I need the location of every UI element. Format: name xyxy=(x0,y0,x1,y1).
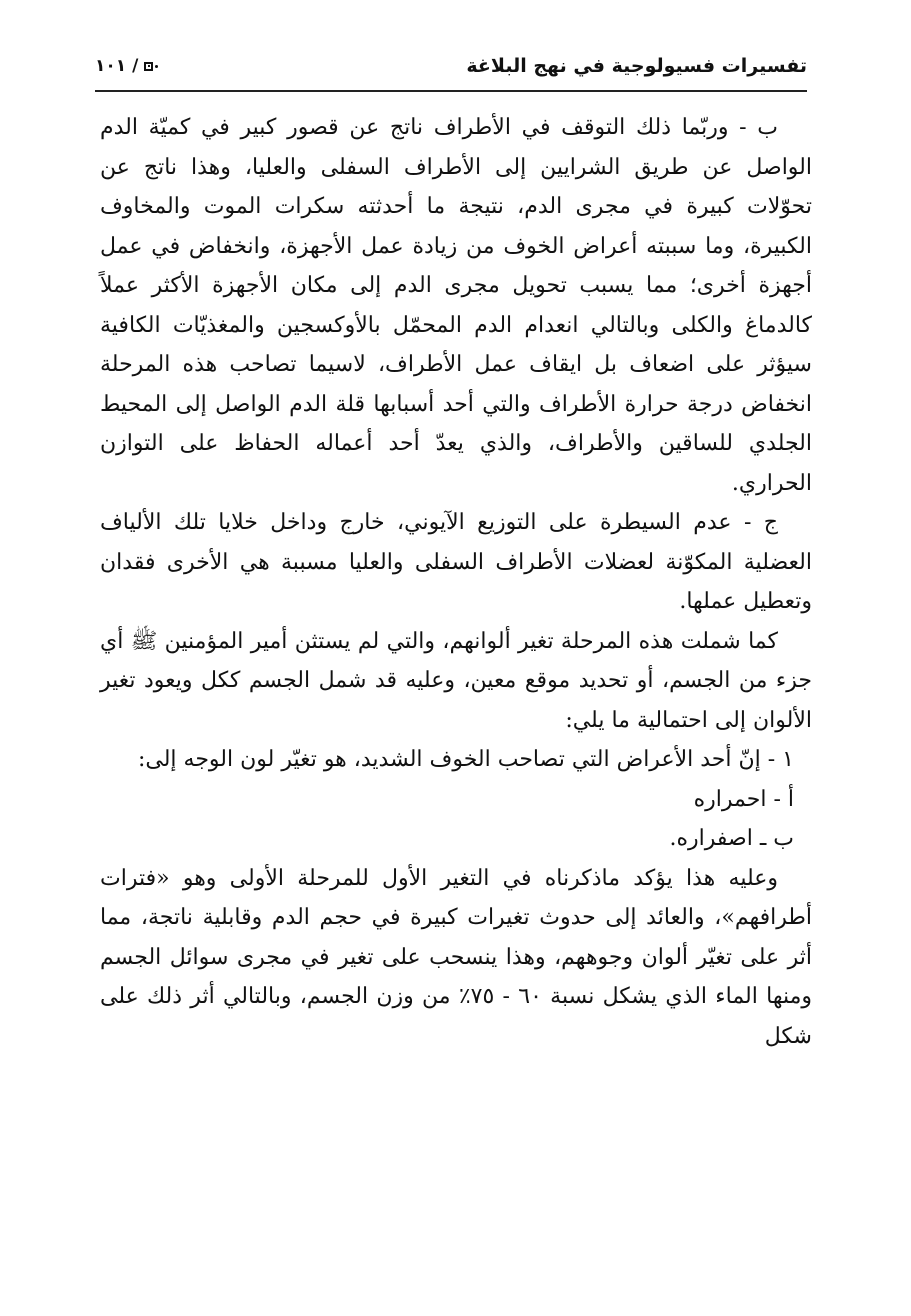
list-item-a: أ - احمراره xyxy=(693,786,794,812)
paragraph-j: ج - عدم السيطرة على التوزيع الآيوني، خارج وداخل خلايا تلك الألياف العضلية المكوّنة لعضلات الأطراف السفلى والعليا مسببة هي الأخرى فقدان وتعطيل عملها. xyxy=(100,510,812,614)
header-divider xyxy=(95,90,807,92)
page-number: ١٠١ xyxy=(95,56,127,76)
list-item-1: ١ - إنّ أحد الأعراض التي تصاحب الخوف الشديد، هو تغيّر لون الوجه إلى: xyxy=(137,747,794,772)
paragraph-colors: كما شملت هذه المرحلة تغير ألوانهم، والتي لم يستثن أمير المؤمنين ﷺ أي جزء من الجسم، أو تحديد موقع معين، وعليه قد شمل الجسم ككل ويعود تغير الألوان إلى احتمالية ما يلي: xyxy=(100,628,812,733)
ornament-icon xyxy=(144,62,158,71)
list-item-b: ب ـ اصفراره. xyxy=(669,826,794,851)
paragraph-conclusion: وعليه هذا يؤكد ماذكرناه في التغير الأول للمرحلة الأولى وهو «فترات أطرافهم»، والعائد إلى حدوث تغيرات كبيرة في حجم الدم وقابلية ناتجة، مما أثر على تغيّر ألوان وجوههم، وهذا ينسحب على تغير في مجرى سوائل الجسم ومنها الماء الذي يشكل نسبة ٦٠ - ٧٥٪ من وزن الجسم، وبالتالي أثر ذلك على شكل xyxy=(100,865,813,1049)
page-number-block xyxy=(95,56,158,76)
paragraph-b: ب - وربّما ذلك التوقف في الأطراف ناتج عن قصور كبير في كميّة الدم الواصل عن طريق الشرايين إلى الأطراف السفلى والعليا، وهذا ناتج عن تحوّلات كبيرة في مجرى الدم، نتيجة ما أحدثته سكرات الموت والمخاوف الكبيرة، وما سببته أعراض الخوف من زيادة عمل الأجهزة، وانخفاض في عمل أجهزة أخرى؛ مما يسبب تحويل مجرى الدم إلى مكان الأجهزة الأكثر عملاً كالدماغ والكلى وبالتالي انعدام الدم المحمّل بالأوكسجين والمغذيّات الكافية سيؤثر على اضعاف بل ايقاف عمل الأطراف، لاسيما تصاحب هذه المرحلة انخفاض درجة حرارة الأطراف والتي أحد أسبابها قلة الدم الواصل إلى المحيط الجلدي للساقين والأطراف، والذي يعدّ أحد أعماله الحفاظ على التوازن الحراري. xyxy=(100,115,812,496)
page-separator: / xyxy=(132,56,139,76)
page-body xyxy=(100,108,812,1056)
running-title: تفسيرات فسيولوجية في نهج البلاغة xyxy=(466,55,807,77)
page-header xyxy=(95,46,807,86)
